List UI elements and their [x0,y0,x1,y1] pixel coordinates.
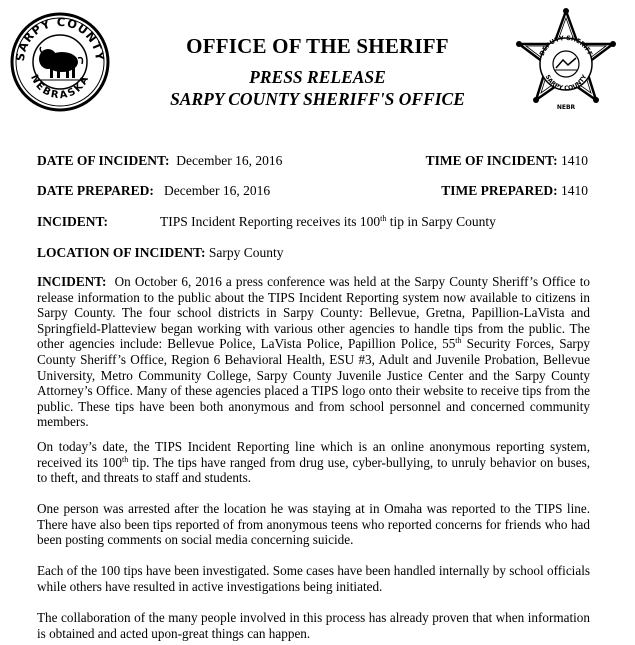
time-prepared-label: TIME PREPARED: [441,183,558,198]
seal-text-top: SARPY COUNTY [12,14,108,63]
date-of-incident-value: December 16, 2016 [176,153,283,168]
date-of-incident-label: DATE OF INCIDENT: [37,153,170,168]
agency-heading: SARPY COUNTY SHERIFF'S OFFICE [170,89,465,109]
time-of-incident-value: 1410 [561,153,588,168]
location-value: Sarpy County [208,245,284,260]
incident-topic-text-end: tip in Sarpy County [386,214,496,229]
location-label: LOCATION OF INCIDENT: [37,245,206,260]
body-paragraph-2 [37,439,590,486]
incident-row [37,214,588,230]
date-time-of-incident-row [37,153,588,169]
location-row [37,245,588,261]
body-paragraph-1-sup: th [455,336,462,346]
seal-text-bottom: NEBRASKA [28,73,92,102]
date-time-prepared-row [37,183,588,199]
incident-topic-text: TIPS Incident Reporting receives its 100 [160,214,381,229]
body-incident-label: INCIDENT: [37,274,107,289]
body-paragraph-2-sup: th [121,454,129,464]
body-paragraph-1-text: On October 6, 2016 a press conference was held at the Sarpy County Sheriff’s Office to release information to the public about the TIPS Incident Reporting system now available to citizens in Sarpy County. The four school districts in Sarpy County: Bellevue, Gretna, Papillion-LaVista and Springfield-Platteview began working with various other agencies to handle tips from the public. The other agencies include: Bellevue Police, LaVista Police, Papillion Police, 55 [37,274,591,352]
date-prepared-label: DATE PREPARED: [37,183,154,198]
badge-text-bottom: SARPY COUNTY [543,73,589,93]
incident-topic [160,214,496,230]
body-paragraph-1 [37,274,590,430]
date-prepared-value: December 16, 2016 [164,183,271,198]
body-paragraph-4: Each of the 100 tips have been investigated. Some cases have been handled internally by school officials while others have resulted in active investigations being initiated. [37,563,590,594]
press-release-heading: PRESS RELEASE [249,67,386,87]
body-paragraph-2-text: On today’s date, the TIPS Incident Reporting line which is an online anonymous reporting system, received its 100 [37,439,590,470]
time-of-incident-label: TIME OF INCIDENT: [425,153,558,168]
office-title: OFFICE OF THE SHERIFF [186,34,449,58]
incident-label: INCIDENT: [37,214,109,229]
badge-text-top: DEPUTY SHERIFF [538,34,594,58]
body-paragraph-5: The collaboration of the many people involved in this process has already proven that when information is obtained and acted upon-great things can happen. [37,610,590,641]
time-prepared-value: 1410 [561,183,588,198]
body-paragraph-1-text-end: Security Forces, Sarpy County Sheriff’s Office, Region 6 Behavioral Health, ESU #3, Adult and Juvenile Probation, Bellevue University, Metro Community College, Sarpy County Juvenile Justice Center and the Sarpy County Attorney’s Office. Many of these agencies placed a TIPS logo onto their website to receive tips from the public. These tips have been both anonymous and from school personnel and concerned community members. [37,336,591,430]
body-paragraph-3: One person was arrested after the location he was staying at in Omaha was reported to the TIPS line. There have also been tips reported of from anonymous teens who reported concerns for friends who had been posting comments on social media concerning suicide. [37,501,590,548]
incident-topic-sup: th [380,214,387,223]
body-paragraph-2-text-end: tip. The tips have ranged from drug use, cyber-bullying, to unruly behavior on buses, to theft, and threats to staff and students. [37,454,591,486]
badge-text-state: NEBR [556,104,576,111]
